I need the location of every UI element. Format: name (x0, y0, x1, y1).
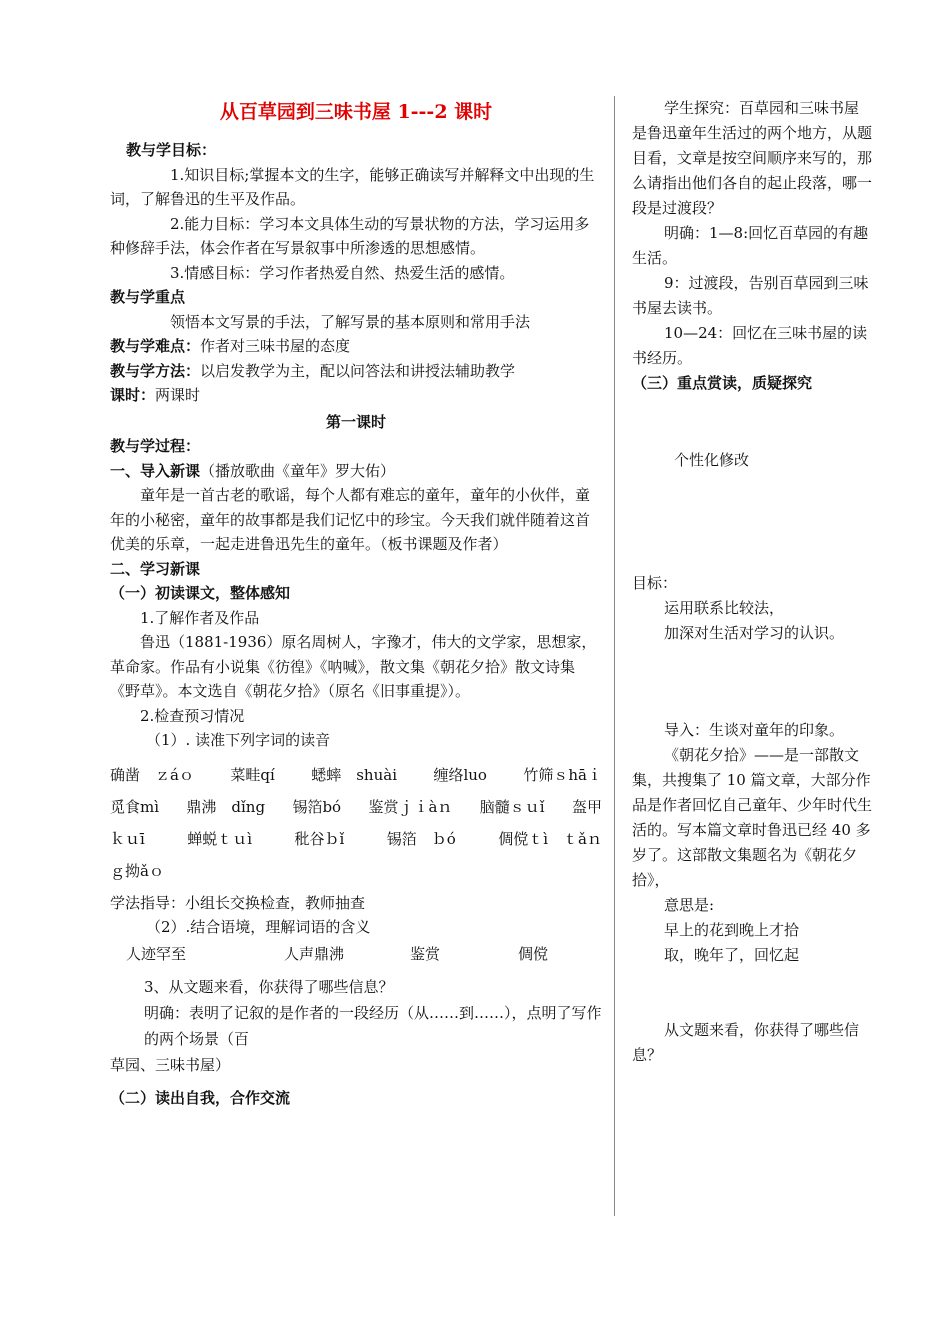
goal-emotion: 3.情感目标：学习作者热爱自然、热爱生活的感情。 (170, 263, 515, 282)
key-reading-heading: （三）重点赏读，质疑探究 (632, 374, 813, 392)
right-column (632, 96, 872, 1068)
column-divider (614, 96, 615, 1216)
word-item: 人声鼎沸 (284, 944, 345, 963)
study-guide: 学法指导：小组长交换检查，教师抽查 (110, 893, 366, 912)
pinyin-entry: 鉴赏ｊｉàｎ (368, 797, 453, 816)
clarify-one: 明确：1—8:回忆百草园的有趣生活。 (632, 224, 869, 267)
book-text: 《朝花夕拾》——是一部散文集，共搜集了 10 篇文章，大部分作品是作者回忆自己童年、少年时代生活的。写本篇文章时鲁迅已经 40 多岁了。这部散文集题名为《朝花夕拾》， (632, 746, 873, 889)
pinyin-entry: 锡箔 ｂó (386, 829, 456, 848)
answer-text: 明确：表明了记叙的是作者的一段经历（从……到……），点明了写作的两个场景（百 (144, 1004, 602, 1048)
read-one-heading: （一）初读课文，整体感知 (110, 584, 291, 602)
goal-line: 加深对生活对学习的认识。 (664, 624, 845, 642)
learn-heading: 二、学习新课 (110, 559, 201, 578)
process-heading: 教与学过程： (110, 437, 201, 455)
key-heading: 教与学重点 (110, 288, 186, 306)
pinyin-entry: 秕谷ｂǐ (294, 829, 345, 848)
clarify-two: 9：过渡段，告别百草园到三味书屋去读书。 (632, 274, 869, 317)
meaning-line: 早上的花到晚上才拾 (664, 921, 800, 939)
pinyin-entry: 盔甲 (571, 797, 602, 816)
goal-knowledge: 1.知识目标;掌握本文的生字，能够正确读写并解释文中出现的生词，了解鲁迅的生平及作品。 (110, 165, 595, 208)
meaning-label: 意思是: (664, 896, 715, 914)
pinyin-row (110, 759, 602, 791)
word-item: 倜傥 (518, 944, 549, 963)
word-list (110, 942, 602, 967)
method-text: 以启发教学为主，配以问答法和讲授法辅助教学 (200, 361, 516, 380)
pinyin-entry: 竹筛ｓhāｉ (523, 765, 602, 784)
goals-heading: 教与学目标： (126, 141, 217, 159)
word-item: 鉴赏 (410, 944, 441, 963)
word-meaning-task: （2）.结合语境，理解词语的含义 (146, 918, 371, 936)
goal-label: 目标： (632, 574, 678, 592)
pinyin-row (110, 791, 602, 823)
pinyin-entry: 倜傥ｔì ｔǎｎ (498, 829, 602, 848)
pinyin-entry: 蟋蟀 shuài (311, 765, 397, 784)
pinyin-entry: 菜畦qí (230, 765, 275, 784)
answer-text-end: 草园、三味书屋） (110, 1056, 231, 1074)
difficulty-label: 教与学难点： (110, 337, 201, 355)
hours-text: 两课时 (155, 386, 201, 404)
left-column (110, 96, 602, 1111)
document-title: 从百草园到三味书屋 1---2 课时 (219, 101, 493, 123)
key-text: 领悟本文写景的手法，了解写景的基本原则和常用手法 (170, 312, 531, 331)
intro-heading: 一、导入新课 (110, 461, 201, 480)
personalized-revision: 个性化修改 (674, 451, 750, 469)
goal-line: 运用联系比较法， (664, 599, 785, 617)
pinyin-entry: 脑髓ｓｕǐ (479, 797, 545, 816)
hours-label: 课时： (110, 386, 156, 404)
difficulty-text: 作者对三味书屋的态度 (200, 337, 351, 355)
explore-text: 学生探究：百草园和三味书屋是鲁迅童年生活过的两个地方，从题目看，文章是按空间顺序来写的，那么请指出他们各自的起止段落，哪一段是过渡段？ (632, 99, 873, 217)
clarify-three: 10—24：回忆在三味书屋的读书经历。 (632, 324, 868, 367)
item-preview: 2.检查预习情况 (140, 706, 245, 725)
question-three: 3、从文题来看，你获得了哪些信息？ (144, 978, 394, 996)
pinyin-entry: 缠络luo (433, 765, 487, 784)
author-text: 鲁迅（1881-1936）原名周树人，字豫才，伟大的文学家，思想家，革命家。作品有小说集《彷徨》《呐喊》，散文集《朝花夕拾》散文诗集《野草》。本文选自《朝花夕拾》（原名《旧事重提》）。 (110, 633, 597, 700)
pinyin-entry: ｋｕī (110, 829, 145, 848)
pinyin-entry: 确凿 ｚáｏ (110, 765, 194, 784)
pinyin-entry: 蝉蜕ｔｕì (187, 829, 253, 848)
pinyin-row (110, 823, 602, 855)
pinyin-entry: 锡箔bó (292, 797, 342, 816)
pronunciation-task: （1）. 读准下列字词的读音 (146, 731, 331, 749)
pinyin-entry: ｇ拗ǎｏ (110, 861, 164, 880)
intro-text: 导入：生谈对童年的印象。 (664, 721, 845, 739)
read-two-heading: （二）读出自我，合作交流 (110, 1089, 291, 1107)
intro-text: 童年是一首古老的歌谣，每个人都有难忘的童年，童年的小伙伴，童年的小秘密，童年的故事都是我们记忆中的珍宝。今天我们就伴随着这首优美的乐章，一起走进鲁迅先生的童年。（板书课题及作者） (110, 486, 591, 553)
meaning-line: 取，晚年了，回忆起 (664, 946, 800, 964)
lesson-one-heading: 第一课时 (325, 412, 386, 431)
pinyin-entry: 鼎沸 dǐng (186, 797, 266, 816)
method-label: 教与学方法： (110, 361, 201, 380)
question-text: 从文题来看，你获得了哪些信息？ (632, 1021, 860, 1064)
intro-note: （播放歌曲《童年》罗大佑） (200, 461, 396, 480)
pinyin-entry: 觅食mì (110, 797, 160, 816)
item-author: 1.了解作者及作品 (140, 608, 260, 627)
word-item: 人迹罕至 (126, 944, 187, 963)
goal-ability: 2.能力目标：学习本文具体生动的写景状物的方法，学习运用多种修辞手法，体会作者在写景叙事中所渗透的思想感情。 (110, 214, 590, 257)
